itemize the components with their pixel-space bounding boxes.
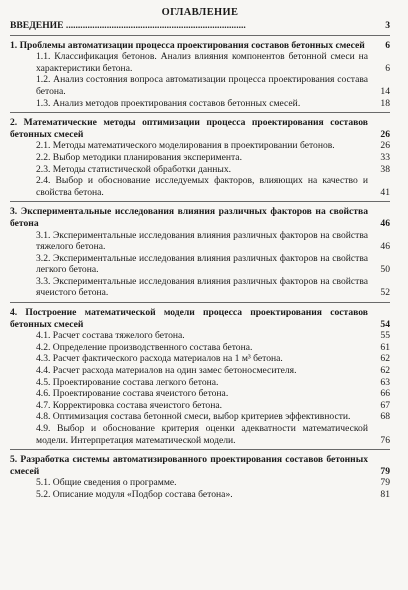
toc-chapter-5: [10, 454, 390, 500]
chapter-separator: [10, 201, 390, 202]
toc-subsection-text: 4.7. Корректировка состава ячеистого бетона.: [36, 399, 223, 411]
toc-subsection-text: 4.9. Выбор и обоснование критерия оценки адекватности математической модели. Интерпретация математической модели.: [36, 423, 368, 446]
toc-entry-page: 81: [380, 488, 390, 500]
toc-entry-page: 54: [380, 318, 390, 330]
toc-subsection[interactable]: [10, 330, 390, 342]
toc-subsection[interactable]: [10, 353, 390, 365]
toc-entry-page: 46: [380, 241, 390, 253]
toc-subsection[interactable]: [10, 489, 390, 501]
toc-subsection[interactable]: [10, 175, 390, 198]
toc-subsection[interactable]: [10, 152, 390, 164]
toc-subsection-text: 3.3. Экспериментальные исследования влияния различных факторов на свойства ячеистого бетона.: [36, 275, 368, 299]
toc-subsection-text: 4.4. Расчет расхода материалов на один замес бетоносмесителя.: [36, 365, 297, 377]
toc-subsection-text: 2.3. Методы статистической обработки данных.: [36, 163, 232, 175]
toc-title: ОГЛАВЛЕНИЕ: [161, 7, 239, 18]
toc-entry-page: 66: [380, 388, 390, 400]
toc-chapter-heading[interactable]: [10, 454, 390, 477]
toc-chapter-4: [10, 307, 390, 446]
toc-entry-page: 68: [380, 411, 390, 423]
toc-chapter-heading[interactable]: [10, 206, 390, 229]
toc-subsection[interactable]: [10, 388, 390, 400]
toc-subsection-text: 2.4. Выбор и обоснование исследуемых факторов, влияющих на качество и свойства бетона.: [36, 175, 368, 198]
toc-entry-page: 79: [380, 477, 390, 489]
toc-subsection[interactable]: [10, 164, 390, 176]
toc-subsection[interactable]: [10, 74, 390, 97]
toc-subsection-text: 5.2. Описание модуля «Подбор состава бетона».: [36, 488, 233, 500]
toc-chapters: [10, 35, 390, 501]
toc-chapter-1: [10, 40, 390, 110]
toc-subsection[interactable]: [10, 51, 390, 74]
toc-entry-page: 52: [380, 287, 390, 299]
toc-entry-page: 67: [380, 399, 390, 411]
toc-subsection[interactable]: [10, 253, 390, 276]
chapter-separator: [10, 449, 390, 450]
toc-entry-page: 6: [385, 39, 390, 51]
toc-chapter-title: 3. Экспериментальные исследования влияния различных факторов на свойства бетона: [10, 206, 368, 229]
toc-chapter-title: 4. Построение математической модели процесса проектирования составов бетонных смесей: [10, 307, 368, 330]
toc-subsection[interactable]: [10, 411, 390, 423]
toc-entry-page: 38: [380, 163, 390, 175]
toc-entry-page: 6: [385, 62, 390, 74]
toc-entry-page: 26: [380, 128, 390, 140]
toc-subsection[interactable]: [10, 377, 390, 389]
toc-subsection-text: 4.3. Расчет фактического расхода материалов на 1 м³ бетона.: [36, 353, 283, 365]
toc-entry-page: 33: [380, 151, 390, 163]
toc-entry-intro[interactable]: [10, 20, 390, 32]
toc-entry-page: 41: [380, 186, 390, 198]
toc-entry-page: 63: [380, 376, 390, 388]
toc-subsection[interactable]: [10, 98, 390, 110]
toc-subsection-text: 4.1. Расчет состава тяжелого бетона.: [36, 330, 185, 342]
toc-entry-text: ВВЕДЕНИЕ ...........................................................................: [10, 20, 246, 31]
toc-chapter-heading[interactable]: [10, 117, 390, 140]
toc-subsection-text: 4.6. Проектирование состава ячеистого бетона.: [36, 388, 229, 400]
toc-entry-page: 14: [380, 85, 390, 97]
toc-subsection-text: 5.1. Общие сведения о программе.: [36, 477, 177, 489]
toc-subsection[interactable]: [10, 400, 390, 412]
toc-subsection[interactable]: [10, 477, 390, 489]
chapter-separator: [10, 112, 390, 113]
toc-subsection-text: 3.1. Экспериментальные исследования влияния различных факторов на свойства тяжелого бетона.: [36, 229, 368, 253]
toc-entry-page: 76: [380, 434, 390, 446]
toc-entry-page: 55: [380, 330, 390, 342]
toc-subsection[interactable]: [10, 230, 390, 253]
toc-subsection-text: 1.3. Анализ методов проектирования составов бетонных смесей.: [36, 97, 301, 109]
toc-entry-page: 18: [380, 97, 390, 109]
toc-chapter-title: 2. Математические методы оптимизации процесса проектирования составов бетонных смесей: [10, 117, 368, 140]
toc-subsection[interactable]: [10, 342, 390, 354]
toc-subsection-text: 3.2. Экспериментальные исследования влияния различных факторов на свойства легкого бетона.: [36, 252, 368, 276]
toc-entry-page: 3: [385, 20, 390, 31]
toc-chapter-2: [10, 117, 390, 198]
toc-subsection[interactable]: [10, 140, 390, 152]
toc-subsection-text: 4.8. Оптимизация состава бетонной смеси, выбор критериев эффективности.: [36, 411, 351, 423]
toc-entry-page: 50: [380, 264, 390, 276]
toc-subsection-text: 1.2. Анализ состояния вопроса автоматизации процесса проектирования состава бетона.: [36, 74, 368, 97]
toc-entry-page: 61: [380, 341, 390, 353]
toc-subsection-text: 2.2. Выбор методики планирования эксперимента.: [36, 151, 242, 163]
toc-subsection-text: 2.1. Методы математического моделирования в проектировании бетонов.: [36, 140, 335, 152]
toc-chapter-title: 1. Проблемы автоматизации процесса проектирования составов бетонных смесей: [10, 39, 365, 51]
chapter-separator: [10, 302, 390, 303]
toc-subsection[interactable]: [10, 276, 390, 299]
toc-chapter-3: [10, 206, 390, 299]
toc-entry-page: 62: [380, 365, 390, 377]
toc-subsection-text: 4.2. Определение производственного состава бетона.: [36, 341, 253, 353]
toc-chapter-heading[interactable]: [10, 40, 390, 52]
toc-subsection-text: 1.1. Классификация бетонов. Анализ влияния компонентов бетонной смеси на характеристики бетона.: [36, 51, 368, 74]
toc-subsection[interactable]: [10, 423, 390, 446]
toc-entry-page: 26: [380, 140, 390, 152]
toc-subsection[interactable]: [10, 365, 390, 377]
toc-subsection-text: 4.5. Проектирование состава легкого бетона.: [36, 376, 219, 388]
toc-chapter-heading[interactable]: [10, 307, 390, 330]
toc-chapter-title: 5. Разработка системы автоматизированного проектирования составов бетонных смесей: [10, 454, 368, 477]
toc-entry-page: 46: [380, 217, 390, 229]
toc-entry-page: 62: [380, 353, 390, 365]
chapter-separator: [10, 35, 390, 36]
toc-entry-page: 79: [380, 465, 390, 477]
